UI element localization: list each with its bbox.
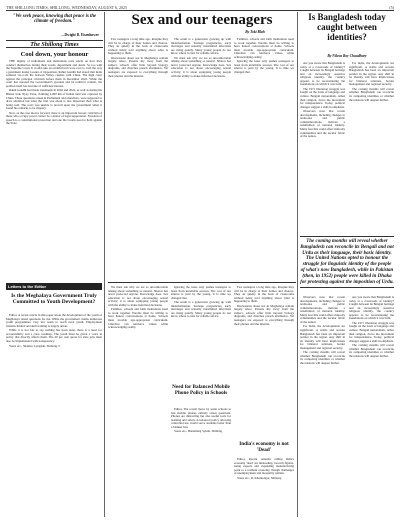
- main-column-1: [108, 38, 168, 278]
- right-paragraph: Are you aware that Bangladesh is today at a crossroads of identity? Caught between its Bengali heritage and an increasingly assertive religious identity, the country appears to be reconsidering the foundations on which it was built.: [349, 296, 394, 321]
- economy-headline: India's economy is not 'Dead': [239, 441, 289, 453]
- economy-paragraph: Editor, Recent remarks calling India's economy 'dead' are misleading. Growth figures, rising exports and expanding manufacturing point to a resilient economy, though challenges of unemployment and inequality remain.: [234, 458, 294, 476]
- right-byline: By Nilova Roy Chaudhury: [327, 54, 367, 58]
- main-paragraph: Ignoring the issue only pushes teenagers to learn from unreliable sources. The cost of our silence is paid by the young. It is time we changed that.: [234, 59, 294, 75]
- motto-attribution: —Dwight D. Eisenhower: [60, 33, 99, 37]
- right-headline: Is Bangladesh today caught between identities?: [308, 12, 386, 42]
- main-paragraph: Few teenagers a long time ago, imagine they will be in charge of their bodies and choices. They sit quietly in the back of classrooms without being told anything about what is happening to them.: [108, 38, 168, 56]
- right-paragraph: For India, the developments are significant. A stable and secular Bangladesh has been an important partner in the region. Any shift in its identity will have implications for bilateral relations, border management and regional security.: [300, 324, 345, 350]
- right-column-3: [300, 296, 345, 516]
- right-paragraph: The 1971 liberation struggle was fought on the basis of language and culture. Bengali nationalism, rather than religion, drove the movement for independence. Today, political changes suggest a shift in emphasis.: [349, 320, 394, 343]
- right-paragraph: The coming months will reveal whether Bangladesh can reconcile its competing identities or whether the tensions will deepen further.: [300, 350, 345, 366]
- balanced-headline: Need for Balanced Mobile Phone Policy in Schools: [172, 384, 230, 396]
- main-paragraph: Discussions about sex in Meghalaya remain largely taboo. Parents shy away from the subject, schools offer little beyond biology diagrams, and churches preach abstinence. Yet teenagers are exposed to everything through their phones and the internet.: [108, 55, 168, 78]
- economy-paragraph: Yours etc., R. Kharkongor, Shillong: [237, 475, 282, 480]
- main-paragraph: Families, schools and faith institutions need to work together. Parents must be willing to have honest conversations at home. Schools must provide age-appropriate curriculum. Churches can reinforce values while acknowledging reality.: [234, 38, 294, 59]
- right-pullquote: The coming months will reveal whether Bangladesh can reconcile its Bengali and not Urdu as their language, their basic identity. The United Nations opted to honour the struggle for linguistic identity of the people of what's now Bangladesh, while in Pakistan (then, in 1952) people were killed in Dhaka for protesting against the imposition of Urdu.: [300, 236, 394, 288]
- letters-headline: Is the Meghalaya Government Truly Committed to Youth Development?: [11, 293, 97, 306]
- lower-column-2-top: [171, 286, 231, 382]
- letters-section-bar: Letters to the Editor: [6, 283, 102, 290]
- balanced-body: [171, 408, 231, 516]
- right-column-2: [349, 62, 394, 232]
- right-paragraph: The 1971 liberation struggle was fought on the basis of language and culture. Bengali nationalism, rather than religion, drove the movement for independence. Today, political changes suggest a shift in emphasis.: [300, 86, 345, 109]
- main-paragraph: Discussions about sex in Meghalaya remain largely taboo. Parents shy away from the subject, schools offer little beyond biology diagrams, and churches preach abstinence. Yet teenagers are exposed to everything through their phones and the internet.: [234, 303, 294, 326]
- main-paragraph: We must ask why we are so uncomfortable talking about something so natural. Silence has never protected anyone. Knowledge does. Sex education is not about encouraging sexual activity; it is about equipping young people with the ability to make informed decisions.: [171, 55, 231, 78]
- right-paragraph: Are you aware that Bangladesh is today at a crossroads of identity? Caught between its Bengali heritage and an increasingly assertive religious identity, the country appears to be reconsidering the foundations on which it was built.: [300, 62, 345, 87]
- main-paragraph: Ignoring the issue only pushes teenagers to learn from unreliable sources. The cost of our silence is paid by the young. It is time we changed that.: [171, 286, 231, 300]
- main-paragraph: Families, schools and faith institutions need to work together. Parents must be willing to have honest conversations at home. Schools must provide age-appropriate curriculum. Churches can reinforce values while acknowledging reality.: [108, 307, 168, 330]
- right-paragraph: Observers note that recent developments, including changes to textbooks and public commemorations, indicate a redefinition of national identity. Many fear this could affect minority communities and the secular fabric of the nation.: [300, 109, 345, 139]
- page-header-strip: [6, 4, 394, 11]
- right-paragraph: For India, the developments are significant. A stable and secular Bangladesh has been an important partner in the region. Any shift in its identity will have implications for bilateral relations, border management and regional security.: [349, 62, 394, 87]
- main-paragraph: We must ask why we are so uncomfortable talking about something so natural. Silence has never protected anyone. Knowledge does. Sex education is not about encouraging sexual activity; it is about equipping young people with the ability to make informed decisions.: [108, 286, 168, 307]
- letter-paragraph: Yours etc., Shanbor Lyngdoh, Shillong-3: [9, 343, 60, 348]
- main-column-3: [234, 38, 294, 278]
- right-paragraph: Observers note that recent developments, including changes to textbooks and public commemorations, indicate a redefinition of national identity. Many fear this could affect minority communities and the secular fabric of the nation.: [300, 296, 345, 324]
- main-headline: Sex and our teenagers: [131, 12, 273, 28]
- right-column-1: [300, 62, 345, 232]
- editorial-headline: Cool down, your honour: [20, 51, 89, 58]
- column-divider: [297, 12, 298, 517]
- economy-body: [234, 458, 294, 516]
- editorial-paragraph: Rahul Gandhi had made statements in 2002 and 2022, as well as during his Bharat Jodo Nyay Yatra, claiming 2,000 km of Indian land was captured by China. These questions raised in Parliament and elsewhere, were supposed to draw attention but what the trial was about is less important than what is being said. The court was unable to prevail upon the government when it found his remarks to be slippery.: [6, 88, 102, 111]
- letter-paragraph: While it is not fair to say nothing has been done, there is a need for accountability and a clear roadmap. The youth must be given a voice in policy that directly affects them. The 20 per cent quota for state jobs must also be implemented with transparency.: [6, 328, 102, 343]
- header-dateline: THE SHILLONG TIMES, SHILLONG, WEDNESDAY, AUGUST 6, 2025: [6, 5, 128, 10]
- right-column-4: [349, 296, 394, 516]
- page-number: (5): [389, 5, 394, 10]
- balanced-paragraph: Editor, The recent move by some schools to ban mobile phones entirely raises questions. Phones are distracting but also useful tools for learning and safety. A balanced policy allowing controlled use would serve students better than a blanket ban.: [171, 408, 231, 429]
- main-paragraph: The result is a generation growing up with misinformation. Teenage pregnancies, early marriages and sexually transmitted infections are rising quietly. Many young people do not know where to turn for reliable advice.: [171, 38, 231, 56]
- main-column-2: [171, 38, 231, 278]
- column-divider: [104, 12, 105, 517]
- right-paragraph: The coming months will reveal whether Bangladesh can reconcile its competing identities or whether the tensions will deepen further.: [349, 86, 394, 102]
- lower-column-3-top: [234, 286, 294, 438]
- lower-column-1: [108, 286, 168, 516]
- letters-body: [6, 314, 102, 516]
- motto-quote: "We seek peace, knowing that peace is the climate of freedom.": [12, 14, 97, 25]
- section-divider: [108, 282, 296, 283]
- masthead: The Shillong Times: [6, 40, 103, 48]
- editorial-paragraph: Now, as the case moves forward, there is an important lesson: criticism of those who occupy power cannot be a matter of legal suppression. Freedom of speech is a constitutional protection and one the Courts need to hold against the State.: [6, 110, 102, 126]
- right-paragraph: The coming months will reveal whether Bangladesh can reconcile its competing identities or whether the tensions will deepen further.: [349, 343, 394, 358]
- editorial-body: [6, 60, 102, 280]
- main-paragraph: The result is a generation growing up with misinformation. Teenage pregnancies, early marriages and sexually transmitted infections are rising quietly. Many young people do not know where to turn for reliable advice.: [171, 300, 231, 319]
- editorial-paragraph: THE dignity of individuals and institutions rests solely on how they conduct themselves during their words, deportment and deeds. So too with the Supreme Court. It would take an eventful turn were ever to curb the way a prominent leader Leader of Opposition, Rahul Gandhi had stated that India suffered vis-a-vis the Galwan Valley clashes with China. The high court against the principal criticism before them in December 2022. While the court has rejected the Government's grounds and its political content, the petition itself has become of sufficient interest.: [6, 60, 102, 88]
- balanced-paragraph: Yours etc., Banteilang Syiem, Shillong: [174, 429, 223, 434]
- main-byline: By Toki Blah: [245, 30, 265, 34]
- main-paragraph: Few teenagers a long time ago, imagine they will be in charge of their bodies and choices. They sit quietly in the back of classrooms without being told anything about what is happening to them.: [234, 286, 294, 304]
- letter-paragraph: Editor, A recent article in this paper about the development of the youth of Meghalaya raised questions for me. While the government claims numerous youth programmes, very few seem to reach rural youth. Employment remains limited and skill training is largely urban.: [6, 314, 102, 328]
